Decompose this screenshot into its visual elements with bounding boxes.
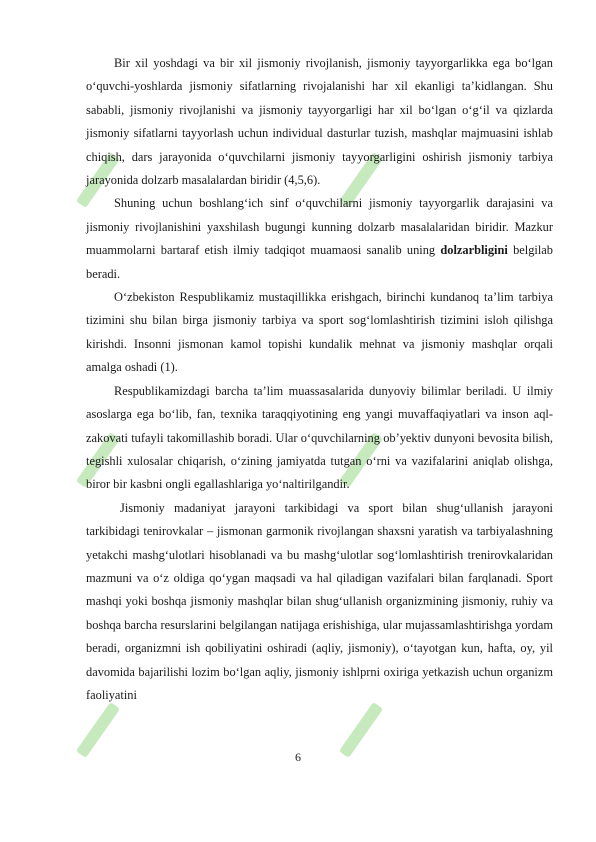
- paragraph-text: belgilab beradi.: [86, 243, 553, 281]
- paragraph-1: [86, 52, 553, 192]
- paragraph-text: Respublikamizdagi barcha ta’lim muassasalarida dunyoviy bilimlar beriladi. U ilmiy asoslarga ega bo‘lib, fan, texnika taraqqiyotining eng yangi muvaffaqiyatlari va inson aql-zakovati tufayli takomillashib boradi. Ular o‘quvchilarning ob’yektiv dunyoni bevosita bilish, tegishli xulosalar chiqarish, o‘zining jamiyatda tutgan o‘rni va vazifalarini aniqlab olishga, biror bir kasbni ongli egallashlariga yo‘naltirilgandir.: [86, 383, 553, 492]
- paragraph-text: O‘zbekiston Respublikamiz mustaqillikka erishgach, birinchi kundanoq ta’lim tarbiya tizimini shu bilan birga jismoniy tarbiya va sport sog‘lomlashtirish tizimini isloh qilishga kirishdi. Insonni jismonan kamol topishi kundalik mehnat va jismoniy mashqlar orqali amalga oshadi (1).: [86, 290, 553, 375]
- paragraph-5: [86, 497, 553, 708]
- paragraph-2: [86, 192, 553, 286]
- paragraph-text: Jismoniy madaniyat jarayoni tarkibidagi va sport bilan shug‘ullanish jarayoni tarkibidagi tenirovkalar – jismonan garmonik rivojlangan shaxsni yaratish va tarbiyalashning yetakchi mashg‘ulotlari hisoblanadi va bu mashg‘ulotlar sog‘lomlashtirish trenirovkalaridan mazmuni va o‘z oldiga qo‘ygan maqsadi va hal qiladigan vazifalari bilan farqlanadi. Sport mashqi yoki boshqa jismoniy mashqlar bilan shug‘ullanish organizmining jismoniy, ruhiy va boshqa barcha resurslarini belgilangan natijaga erishishiga, ular mujassamlashtirishga yordam beradi, organizmni ish qobiliyatini oshiradi (aqliy, jismoniy), o‘tayotgan kun, hafta, oy, yil davomida bajarilishi lozim bo‘lgan aqliy, jismoniy ishlprni oxiriga yetkazish uchun organizm faoliyatini: [86, 500, 553, 702]
- paragraph-text: Bir xil yoshdagi va bir xil jismoniy rivojlanish, jismoniy tayyorgarlikka ega bo‘lgan o‘quvchi-yoshlarda jismoniy sifatlarning rivojalanishi har xil ekanligi ta’kidlangan. Shu sababli, jismoniy rivojlanishi va jismoniy tayyorgarligi har xil bo‘lgan o‘g‘il va qizlarda jismoniy sifatlarni tayyorlash uchun individual dasturlar tuzish, mashqlar majmuasini ishlab chiqish, dars jarayonida o‘quvchilarni jismoniy tayyorgarligini oshirish jismoniy tarbiya jarayonida dolzarb masalalardan biridir (4,5,6).: [86, 56, 553, 188]
- page-number: 6: [295, 750, 301, 764]
- paragraph-4: [86, 380, 553, 497]
- bold-term: dolzarbligini: [440, 243, 508, 258]
- paragraph-3: [86, 286, 553, 380]
- body-text: [86, 52, 553, 707]
- paragraph-text: Shuning uchun boshlang‘ich sinf o‘quvchilarni jismoniy tayyorgarlik darajasini va jismoniy rivojlanishini yaxshilash bugungi kunning dolzarb masalalaridan biridir. Mazkur muammolarni bartaraf etish ilmiy tadqiqot muamaosi sanalib uning: [86, 196, 553, 258]
